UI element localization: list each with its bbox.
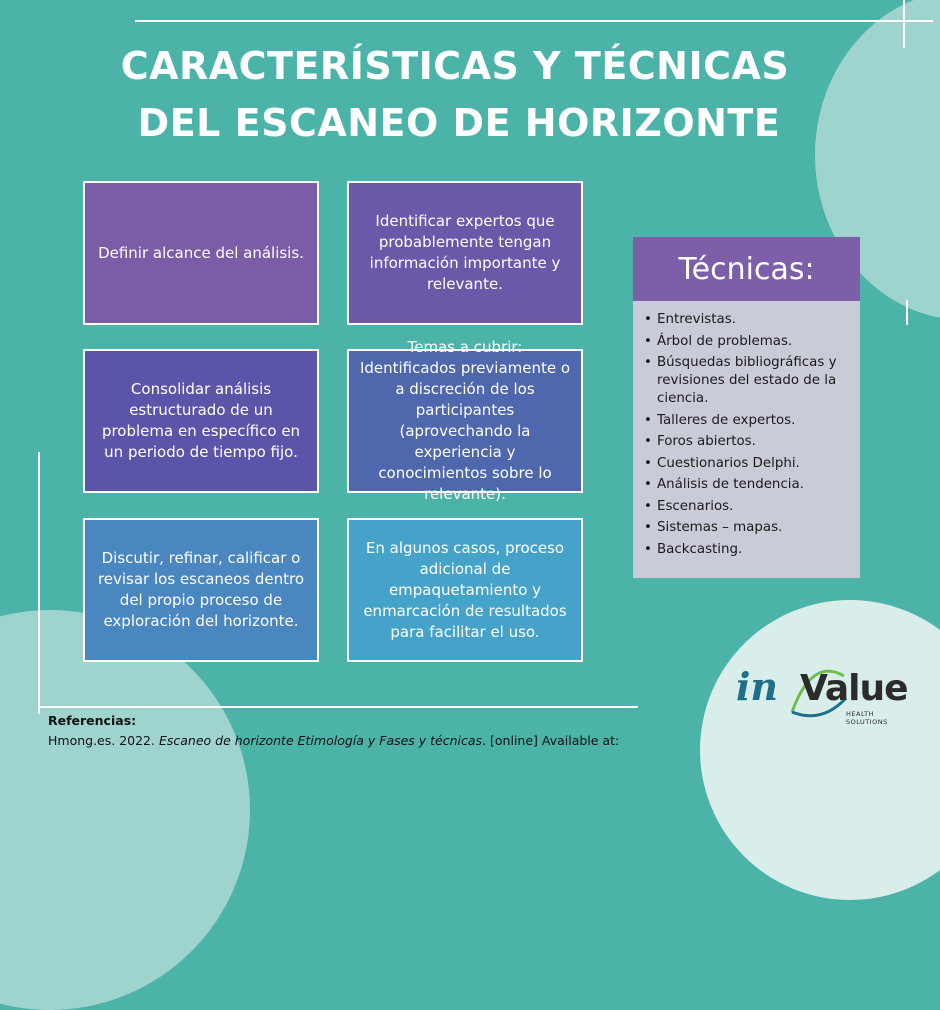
card-text: Temas a cubrir: Identificados previamente o a discreción de los participantes (aprovechando la experiencia y conocimientos sobre lo relevante). [359,338,571,503]
technique-item: • Talleres de expertos. [657,412,852,430]
technique-item: • Backcasting. [657,541,852,559]
technique-item: • Escenarios. [657,498,852,516]
card-text: Identificar expertos que probablemente tengan información importante y relevante. [369,212,561,293]
technique-item: • Árbol de problemas. [657,333,852,351]
technique-item: • Entrevistas. [657,311,852,329]
logo-subtitle: HEALTH SOLUTIONS [846,710,888,726]
decor-line-right-mid [906,300,908,325]
card-text: Definir alcance del análisis. [98,243,304,262]
card-discuss-refine [83,518,319,662]
techniques-list [633,301,860,559]
techniques-heading: Técnicas: [633,237,860,301]
card-text: Consolidar análisis estructurado de un problema en específico en un periodo de tiempo fijo. [101,380,301,461]
decor-line-bottom [38,706,638,708]
references [48,711,619,751]
citation-prefix: Hmong.es. 2022. [48,733,159,748]
card-consolidate-analysis [83,349,319,493]
title-line-1: CARACTERÍSTICAS Y TÉCNICAS [120,44,790,88]
logo-in-text: in [736,664,779,709]
reference-citation [48,731,619,751]
title-line-2: DEL ESCANEO DE HORIZONTE [137,101,781,145]
card-packaging [347,518,583,662]
techniques-panel [633,237,860,578]
card-text: En algunos casos, proceso adicional de empaquetamiento y enmarcación de resultados para facilitar el uso. [363,538,567,641]
card-text: Discutir, refinar, calificar o revisar los escaneos dentro del propio proceso de exploración del horizonte. [97,549,305,630]
references-heading: Referencias: [48,713,137,728]
card-identify-experts [347,181,583,325]
card-topics [347,338,583,503]
card-define-scope [83,181,319,325]
page-title [0,38,910,152]
technique-item: • Foros abiertos. [657,433,852,451]
technique-item: • Análisis de tendencia. [657,476,852,494]
decor-circle-logo [700,600,940,900]
technique-item: • Cuestionarios Delphi. [657,455,852,473]
decor-line-top [135,20,933,22]
citation-title: Escaneo de horizonte Etimología y Fases y técnicas [158,733,483,748]
technique-item: • Búsquedas bibliográficas y revisiones del estado de la ciencia. [657,354,852,408]
decor-line-left [38,452,40,714]
citation-suffix: . [online] Available at: [482,733,620,748]
technique-item: • Sistemas – mapas. [657,519,852,537]
invalue-logo [734,660,914,730]
logo-value-text: Value [800,668,908,709]
